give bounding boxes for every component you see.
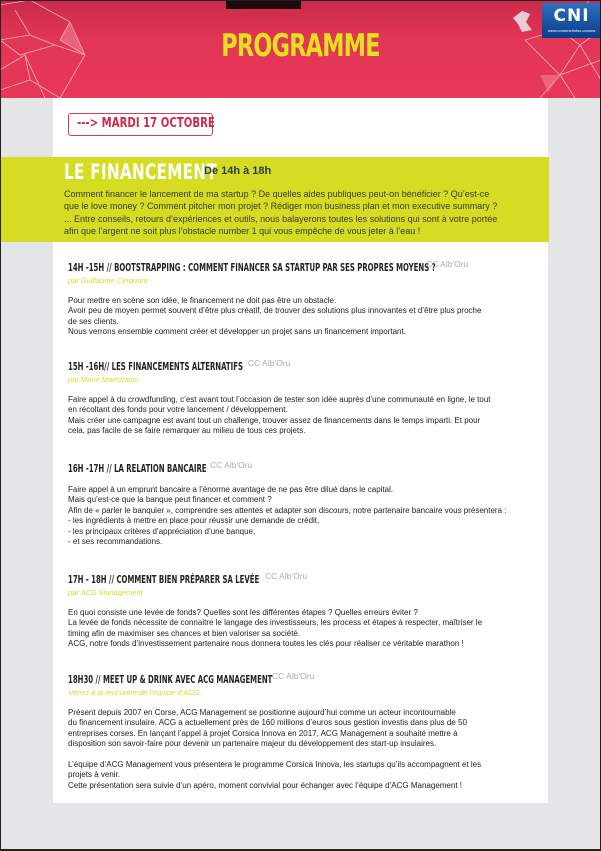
page-header: [0, 0, 601, 98]
description-line: Nous verrons ensemble comment créer et développer un projet sans un financement important.: [68, 327, 406, 337]
session-speaker: par Marie Maestracci: [68, 375, 139, 384]
description-line: Pour mettre en scène son idée, le financement ne doit pas être un obstacle.: [68, 296, 337, 305]
session-item: [68, 357, 543, 437]
description-line: projets à venir.: [68, 770, 121, 780]
session-heading: 18H30 // MEET UP & DRINK AVEC ACG MANAGEMENT: [68, 674, 273, 686]
session-location: CC Alb'Oru: [272, 671, 315, 681]
description-line: L’équipe d’ACG Management vous présentera le programme Corsica Innova, les startups qu’ils accompagnent et les: [68, 760, 482, 770]
description-line: - et ses recommandations.: [68, 537, 163, 547]
description-line: Afin de « parler le banquier », comprendre ses attentes et adapter son discours, notre partenaire bancaire vous présentera :: [68, 505, 507, 515]
description-line: Présent depuis 2007 en Corse, ACG Management se positionne aujourd’hui comme un acteur incontournable: [68, 708, 456, 717]
cni-logo-text: CNI: [553, 6, 590, 26]
intro-line: afin que l’argent ne soit plus l’obstacle number 1 qui vous empêche de vous jeter à l’eau !: [64, 226, 421, 237]
description-line: Faire appel à un emprunt bancaire a l’énorme avantage de ne pas être dilué dans le capital.: [68, 485, 394, 494]
session-description: [68, 296, 543, 338]
session-heading: 17H - 18H // COMMENT BIEN PRÉPARER SA LEVÉE: [68, 574, 260, 586]
description-line: en récoltant des fonds pour votre lancement / développement.: [68, 405, 288, 415]
session-speaker: par ACG Management: [68, 588, 143, 597]
section-title: LE FINANCEMENT: [64, 160, 217, 184]
description-line: de ses clients.: [68, 316, 119, 326]
session-description: [68, 608, 543, 650]
section-time: De 14h à 18h: [204, 165, 272, 177]
session-speaker: par Guillaume Cerquant: [68, 276, 148, 285]
description-line: - les principaux critères d’appréciation d’une banque,: [68, 526, 256, 536]
description-line: entreprises corses. En lançant l’appel à projet Corsica Innova en 2017, ACG Management a souhaité mettre à: [68, 728, 458, 738]
description-line: du financement insulaire. ACG a actuellement près de 160 millions d’euros sous gestion investis dans plus de 50: [68, 718, 467, 728]
session-heading: 16H -17H // LA RELATION BANCAIRE: [68, 463, 207, 475]
intro-line: que le love money ? Comment pitcher mon projet ? Rédiger mon business plan et mon executive summary ?: [64, 201, 498, 212]
section-intro: [64, 188, 544, 238]
date-badge: [68, 113, 213, 136]
description-line: Faire appel à du crowdfunding, c’est avant tout l’occasion de tester son idée auprès d’une communauté en ligne, le tout: [68, 395, 491, 404]
cni-logo[interactable]: [542, 3, 601, 38]
paragraph-gap: [68, 750, 543, 760]
description-line: Cette présentation sera suivie d’un apéro, moment convivial pour échanger avec l’équipe d’ACG Management !: [68, 780, 462, 790]
session-location: CC Alb'Oru: [265, 571, 308, 581]
intro-line: Comment financer le lancement de ma startup ? De quelles aides publiques peut-on bénéficier ? Qu’est-ce: [64, 189, 490, 199]
description-line: timing afin de maximiser ses chances et bien valoriser sa société.: [68, 628, 301, 638]
description-line: - les ingrédients à mettre en place pour réussir une demande de crédit,: [68, 516, 320, 526]
session-item: [68, 459, 543, 547]
session-location: CC Alb'Oru: [248, 358, 291, 368]
session-heading: 14H -15H // BOOTSTRAPPING : COMMENT FINANCER SA STARTUP PAR SES PROPRES MOYENS ?: [68, 262, 436, 274]
session-description: [68, 485, 543, 547]
session-description: [68, 395, 543, 437]
top-bar: [226, 0, 301, 9]
session-item: [68, 670, 543, 791]
page-title: PROGRAMME: [221, 28, 380, 64]
description-line: La levée de fonds nécessite de connaitre le langage des investisseurs, les process et étapes à respecter, maîtriser le: [68, 618, 483, 628]
session-item: [68, 258, 543, 338]
description-line: cela, pas facile de se faire remarquer au milieu de tous ces projets.: [68, 426, 306, 436]
description-line: Avoir peu de moyen permet souvent d’être plus créatif, de trouver des solutions plus innovantes et d’être plus proche: [68, 306, 482, 316]
intro-line: ... Entre conseils, retours d’expériences et outils, nous balayerons toutes les solutions qui sont à votre portée: [64, 213, 498, 224]
description-line: En quoi consiste une levée de fonds? Quelles sont les différentes étapes ? Quelles erreurs éviter ?: [68, 608, 418, 617]
session-description: [68, 708, 543, 791]
description-line: disposition son savoir-faire pour devenir un partenaire majeur du développement des start-up insulaires.: [68, 739, 437, 749]
session-location: CC Alb'Oru: [210, 460, 253, 470]
session-heading: 15H -16H// LES FINANCEMENTS ALTERNATIFS: [68, 361, 243, 373]
session-location: CC Alb'Oru: [426, 259, 469, 269]
description-line: ACG, notre fonds d’investissement partenaire nous donnera toutes les clés pour réaliser ce véritable marathon !: [68, 639, 464, 649]
date-label: ---> MARDI 17 OCTOBRE: [77, 116, 215, 131]
session-item: [68, 570, 543, 650]
description-line: Mais créer une campagne est avant tout un challenge, trouver assez de financements dans le temps imparti. Et pour: [68, 415, 481, 425]
cni-logo-url: www.corsenetinfos.corsica: [547, 28, 596, 33]
session-speaker: Venez à la rencontre de l’équipe d’ACG.: [68, 688, 202, 697]
description-line: Mais qu’est-ce que la banque peut financer et comment ?: [68, 495, 272, 505]
